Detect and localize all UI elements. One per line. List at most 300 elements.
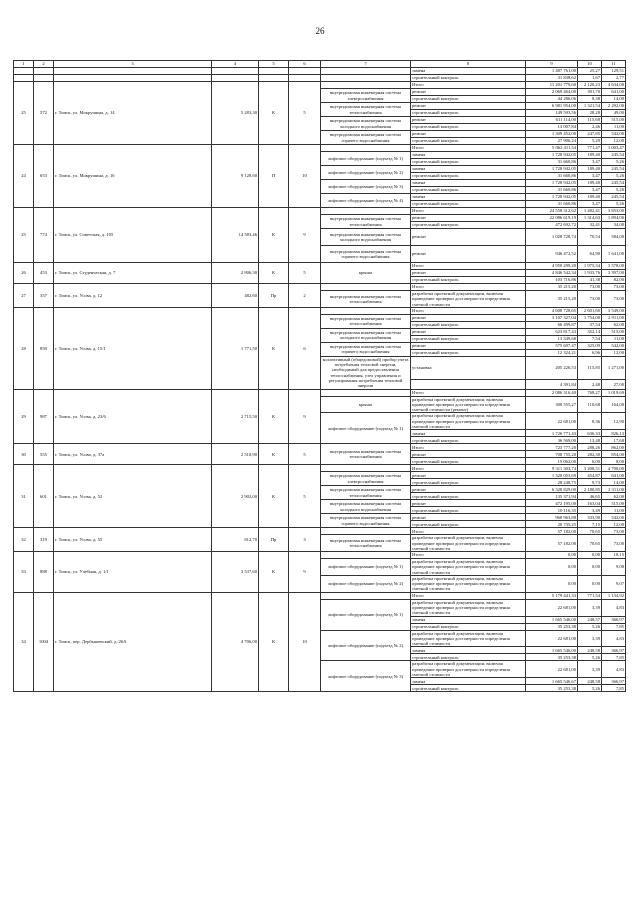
empty-cell xyxy=(54,68,212,75)
cost-per-m2-cell: 2 601,60 xyxy=(578,307,602,314)
work-type-cell: замена xyxy=(411,194,526,201)
cost-per-m2-cell: 3,49 xyxy=(578,507,602,514)
cost-cell: 1 665 546,00 xyxy=(526,616,578,623)
capital-repair-table xyxy=(13,60,626,692)
limit-cell: 1 003,47 xyxy=(602,145,626,152)
address-cell: г. Томск, ул. Учебная, д. 1/1 xyxy=(54,552,212,593)
cost-cell: 5 062 411,54 xyxy=(526,145,578,152)
cost-cell: 1 726 771,43 xyxy=(526,430,578,437)
floors-cell: 5 xyxy=(289,82,321,145)
table-row xyxy=(14,284,626,291)
work-type-cell: ремонт xyxy=(411,229,526,246)
system-cell xyxy=(321,145,411,152)
cost-per-m2-cell: 352,14 xyxy=(578,328,602,335)
limit-cell: 542,00 xyxy=(602,342,626,349)
limit-cell: 4 634,00 xyxy=(602,82,626,89)
work-type-cell: ремонт xyxy=(411,246,526,263)
work-type-cell: установка xyxy=(411,356,526,379)
limit-cell: 9,07 xyxy=(602,575,626,592)
system-cell: крыша xyxy=(321,263,411,284)
work-type-cell: ремонт xyxy=(411,270,526,277)
cost-per-m2-cell: 5,26 xyxy=(578,623,602,630)
area-cell: 14 583,46 xyxy=(212,208,259,263)
area-cell: 812,70 xyxy=(212,528,259,552)
column-number-header: 3 xyxy=(54,61,212,68)
column-number-header: 2 xyxy=(34,61,54,68)
cost-per-m2-cell: 454,87 xyxy=(578,472,602,479)
work-type-cell xyxy=(411,379,526,389)
cost-per-m2-cell: 3,39 xyxy=(578,599,602,616)
row-number-cell: 32 xyxy=(14,528,34,552)
limit-cell: 854,00 xyxy=(602,451,626,458)
system-cell: внутридомовая инженерная система горячего водоснабжения xyxy=(321,342,411,356)
cost-cell: 1 665 546,67 xyxy=(526,678,578,685)
work-type-cell: ремонт xyxy=(411,472,526,479)
limit-cell: 17,68 xyxy=(602,437,626,444)
cost-cell: 11 201 779,60 xyxy=(526,82,578,89)
system-cell: внутридомовая инженерная система горячего водоснабжения xyxy=(321,246,411,263)
cost-cell: 472 195,00 xyxy=(526,500,578,507)
cost-per-m2-cell: 70,65 xyxy=(578,528,602,535)
limit-cell: 1 641,00 xyxy=(602,246,626,263)
area-cell: 482,60 xyxy=(212,284,259,308)
cost-cell: 4 950 299,20 xyxy=(526,263,578,270)
building-id-cell: 653 xyxy=(34,145,54,208)
limit-cell: 18,15 xyxy=(602,552,626,559)
cost-per-m2-cell: 37,54 xyxy=(578,321,602,328)
cost-per-m2-cell: 0,00 xyxy=(578,552,602,559)
limit-cell: 515,00 xyxy=(602,500,626,507)
limit-cell: 3 578,00 xyxy=(602,263,626,270)
cost-cell: 4 846 542,34 xyxy=(526,270,578,277)
empty-cell xyxy=(212,68,259,75)
system-cell: внутридомовая инженерная система электроснабжения xyxy=(321,89,411,103)
cost-per-m2-cell: 3,47 xyxy=(578,159,602,166)
cost-per-m2-cell: 115,85 xyxy=(578,356,602,379)
cost-per-m2-cell: 0,00 xyxy=(578,575,602,592)
cost-cell: 4 391,84 xyxy=(526,379,578,389)
address-cell: г. Томск, ул. Мокрушина, д. 16 xyxy=(54,145,212,208)
work-type-cell: замена xyxy=(411,678,526,685)
limit-cell: 73,00 xyxy=(602,535,626,552)
work-type-cell: замена xyxy=(411,180,526,187)
floors-cell: 9 xyxy=(289,552,321,593)
building-id-cell: 572 xyxy=(34,82,54,145)
building-id-cell: 319 xyxy=(34,528,54,552)
cost-per-m2-cell: 5,26 xyxy=(578,654,602,661)
work-type-cell: Итого xyxy=(411,465,526,472)
work-type-cell: строительный контроль xyxy=(411,493,526,500)
table-row xyxy=(14,208,626,215)
limit-cell: 515,00 xyxy=(602,117,626,124)
class-cell: К xyxy=(259,389,289,444)
row-number-cell: 24 xyxy=(14,145,34,208)
cost-cell: 1 728 942,05 xyxy=(526,180,578,187)
system-cell: коллективный (общедомовой) прибор учета потребления тепловой энергии, необходимый для предоставления теплоснабжения, узел управления и регулирования потребления тепловой энергии xyxy=(321,356,411,389)
row-number-cell: 33 xyxy=(14,552,34,593)
limit-cell: 4 700,00 xyxy=(602,465,626,472)
class-cell: К xyxy=(259,552,289,593)
cost-cell: 22 681,00 xyxy=(526,413,578,430)
class-cell: К xyxy=(259,465,289,528)
limit-cell: 1 894,00 xyxy=(602,215,626,222)
cost-cell: 6 981 954,00 xyxy=(526,103,578,110)
limit-cell: 641,00 xyxy=(602,89,626,96)
cost-cell: 2 069 464,00 xyxy=(526,89,578,96)
limit-cell: 12,00 xyxy=(602,349,626,356)
cost-cell: 575 697,47 xyxy=(526,342,578,349)
system-cell xyxy=(321,552,411,559)
cost-per-m2-cell: 771,54 xyxy=(578,592,602,599)
system-cell: лифтовое оборудование (подъезд № 2) xyxy=(321,166,411,180)
cost-cell: 1 028 728,74 xyxy=(526,229,578,246)
column-number-header: 1 xyxy=(14,61,34,68)
cost-cell: 12 324,21 xyxy=(526,349,578,356)
work-type-cell: Итого xyxy=(411,528,526,535)
class-cell: К xyxy=(259,307,289,389)
row-number-cell: 31 xyxy=(14,465,34,528)
limit-cell: 542,00 xyxy=(602,131,626,138)
work-type-cell: разработка проектной документации, включая проведение проверки достоверности определения сметной стоимости xyxy=(411,661,526,678)
cost-per-m2-cell: 636,33 xyxy=(578,430,602,437)
system-cell xyxy=(321,307,411,314)
limit-cell: 73,00 xyxy=(602,528,626,535)
building-id-cell: 453 xyxy=(34,263,54,284)
cost-cell: 57 182,00 xyxy=(526,528,578,535)
cost-cell: 1 487 761,00 xyxy=(526,68,578,75)
cost-cell: 44 286,06 xyxy=(526,96,578,103)
limit-cell: 5,26 xyxy=(602,159,626,166)
cost-cell: 22 681,00 xyxy=(526,630,578,647)
work-type-cell: ремонт xyxy=(411,500,526,507)
system-cell xyxy=(321,208,411,215)
system-cell: внутридомовая инженерная система горячего водоснабжения xyxy=(321,514,411,528)
cost-per-m2-cell: 110,68 xyxy=(578,396,602,413)
work-type-cell: строительный контроль xyxy=(411,277,526,284)
system-cell: внутридомовая инженерная система теплоснабжения xyxy=(321,215,411,229)
cost-cell: 31 660,86 xyxy=(526,201,578,208)
column-number-header: 11 xyxy=(602,61,626,68)
limit-cell: 62,00 xyxy=(602,493,626,500)
system-cell: внутридомовая инженерная система холодного водоснабжения xyxy=(321,117,411,131)
limit-cell: 27,00 xyxy=(602,379,626,389)
table-row xyxy=(14,307,626,314)
limit-cell: 73,00 xyxy=(602,291,626,308)
system-cell: лифтовое оборудование (подъезд № 1) xyxy=(321,413,411,444)
work-type-cell: Итого xyxy=(411,145,526,152)
cost-cell: 968 963,88 xyxy=(526,514,578,521)
work-type-cell: разработка проектной документации, включая проведение проверки достоверности определения сметной стоимости xyxy=(411,575,526,592)
limit-cell: 3 397,00 xyxy=(602,270,626,277)
empty-cell xyxy=(289,75,321,82)
cost-per-m2-cell: 333,90 xyxy=(578,514,602,521)
cost-cell: 611 114,00 xyxy=(526,117,578,124)
work-type-cell: Итого xyxy=(411,389,526,396)
column-number-header: 5 xyxy=(259,61,289,68)
empty-cell xyxy=(14,68,34,75)
limit-cell: 245,54 xyxy=(602,152,626,159)
limit-cell: 7,85 xyxy=(602,685,626,692)
column-number-header: 9 xyxy=(526,61,578,68)
table-row xyxy=(14,528,626,535)
work-type-cell: строительный контроль xyxy=(411,173,526,180)
cost-per-m2-cell: 70,54 xyxy=(578,229,602,246)
limit-cell: 3 549,00 xyxy=(602,307,626,314)
limit-cell: 7,85 xyxy=(602,623,626,630)
cost-per-m2-cell: 13,48 xyxy=(578,437,602,444)
address-cell: г. Томск, ул. Усова, д. 12 xyxy=(54,284,212,308)
cost-per-m2-cell: 2 120,23 xyxy=(578,82,602,89)
cost-per-m2-cell: 771,47 xyxy=(578,145,602,152)
cost-per-m2-cell: 1 975,34 xyxy=(578,263,602,270)
empty-cell xyxy=(321,68,411,75)
row-number-cell: 26 xyxy=(14,263,34,284)
cost-per-m2-cell: 6,00 xyxy=(578,458,602,465)
limit-cell: 14,00 xyxy=(602,479,626,486)
floors-cell: 2 xyxy=(289,284,321,308)
building-id-cell: 774 xyxy=(34,208,54,263)
cost-per-m2-cell: 2,46 xyxy=(578,124,602,131)
cost-per-m2-cell: 247,85 xyxy=(578,131,602,138)
work-type-cell: строительный контроль xyxy=(411,321,526,328)
work-type-cell: разработка проектной документации, включая проведение проверки достоверности определения сметной стоимости xyxy=(411,630,526,647)
work-type-cell: Итого xyxy=(411,552,526,559)
work-type-cell: замена xyxy=(411,616,526,623)
system-cell: внутридомовая инженерная система холодного водоснабжения xyxy=(321,328,411,342)
system-cell: лифтовое оборудование (подъезд № 1) xyxy=(321,559,411,576)
cost-cell: 22 086 619,19 xyxy=(526,215,578,222)
system-cell: лифтовое оборудование (подъезд № 2) xyxy=(321,575,411,592)
limit-cell: 82,00 xyxy=(602,277,626,284)
work-type-cell: Итого xyxy=(411,307,526,314)
limit-cell: 366,97 xyxy=(602,616,626,623)
address-cell: г. Томск, пер. Дербышевский, д. 26А xyxy=(54,592,212,692)
floors-cell: 9 xyxy=(289,208,321,263)
work-type-cell: ремонт xyxy=(411,89,526,96)
cost-cell: 135 371,94 xyxy=(526,493,578,500)
work-type-cell: строительный контроль xyxy=(411,75,526,82)
work-type-cell: строительный контроль xyxy=(411,201,526,208)
cost-cell: 35 215,20 xyxy=(526,284,578,291)
cost-per-m2-cell: 2 180,85 xyxy=(578,486,602,493)
work-type-cell: Итого xyxy=(411,592,526,599)
table-row xyxy=(14,465,626,472)
cost-cell: 205 226,53 xyxy=(526,356,578,379)
floors-cell: 5 xyxy=(289,465,321,528)
cost-per-m2-cell: 1 754,00 xyxy=(578,314,602,321)
system-cell: внутридомовая инженерная система холодного водоснабжения xyxy=(321,500,411,514)
work-type-cell: замена xyxy=(411,68,526,75)
cost-cell: 300 555,27 xyxy=(526,396,578,413)
work-type-cell: разработка проектной документации, включая проведение проверки достоверности определения сметной стоимости (ремонт) xyxy=(411,396,526,413)
limit-cell: 5,26 xyxy=(602,201,626,208)
cost-cell: 31 660,86 xyxy=(526,173,578,180)
cost-cell: 472 692,72 xyxy=(526,222,578,229)
address-cell: г. Томск, ул. Усова, д. 37а xyxy=(54,444,212,465)
system-cell: внутридомовая инженерная система холодного водоснабжения xyxy=(321,229,411,246)
row-number-cell: 30 xyxy=(14,444,34,465)
system-cell xyxy=(321,284,411,291)
row-number-cell: 29 xyxy=(14,389,34,444)
work-type-cell: строительный контроль xyxy=(411,458,526,465)
system-cell xyxy=(321,465,411,472)
table-row xyxy=(14,389,626,396)
limit-cell: 826,13 xyxy=(602,430,626,437)
cost-cell: 1 728 942,05 xyxy=(526,166,578,173)
column-number-header: 8 xyxy=(411,61,526,68)
work-type-cell: ремонт xyxy=(411,215,526,222)
cost-cell: 36 569,00 xyxy=(526,437,578,444)
system-cell: лифтовое оборудование (подъезд № 2) xyxy=(321,630,411,661)
floors-cell: 5 xyxy=(289,263,321,284)
work-type-cell: строительный контроль xyxy=(411,335,526,342)
limit-cell: 11,00 xyxy=(602,507,626,514)
cost-per-m2-cell: 325,09 xyxy=(578,342,602,349)
limit-cell: 862,00 xyxy=(602,444,626,451)
building-id-cell: 555 xyxy=(34,444,54,465)
cost-cell: 3 107 327,04 xyxy=(526,314,578,321)
work-type-cell: строительный контроль xyxy=(411,507,526,514)
cost-cell: 27 906,24 xyxy=(526,138,578,145)
cost-per-m2-cell: 248,58 xyxy=(578,647,602,654)
area-cell: 5 283,30 xyxy=(212,82,259,145)
cost-per-m2-cell: 115,68 xyxy=(578,117,602,124)
area-cell: 2 902,00 xyxy=(212,465,259,528)
cost-cell: 5 179 441,33 xyxy=(526,592,578,599)
work-type-cell: строительный контроль xyxy=(411,521,526,528)
work-type-cell: строительный контроль xyxy=(411,623,526,630)
building-id-cell: 888 xyxy=(34,552,54,593)
empty-cell xyxy=(259,68,289,75)
cost-per-m2-cell: 46,65 xyxy=(578,493,602,500)
area-cell: 1 771,50 xyxy=(212,307,259,389)
cost-cell: 946 472,52 xyxy=(526,246,578,263)
class-cell: Пр xyxy=(259,284,289,308)
cost-cell: 1 728 942,05 xyxy=(526,152,578,159)
limit-cell: 366,97 xyxy=(602,678,626,685)
work-type-cell: замена xyxy=(411,647,526,654)
cost-per-m2-cell: 1 933,76 xyxy=(578,270,602,277)
limit-cell: 245,54 xyxy=(602,194,626,201)
work-type-cell: Итого xyxy=(411,444,526,451)
work-type-cell: ремонт xyxy=(411,314,526,321)
limit-cell: 49,00 xyxy=(602,110,626,117)
cost-cell: 149 593,56 xyxy=(526,110,578,117)
work-type-cell: разработка проектной документации, включая проведение проверки достоверности определения сметной стоимости xyxy=(411,291,526,308)
limit-cell: 542,00 xyxy=(602,514,626,521)
work-type-cell: строительный контроль xyxy=(411,138,526,145)
cost-per-m2-cell: 8,38 xyxy=(578,96,602,103)
row-number-cell: 25 xyxy=(14,208,34,263)
empty-cell xyxy=(259,75,289,82)
cost-per-m2-cell: 3,47 xyxy=(578,187,602,194)
limit-cell: 245,54 xyxy=(602,166,626,173)
cost-cell: 35 253,38 xyxy=(526,623,578,630)
cost-cell: 9 311 303,74 xyxy=(526,465,578,472)
cost-per-m2-cell: 248,57 xyxy=(578,616,602,623)
work-type-cell: ремонт xyxy=(411,342,526,349)
cost-cell: 1 320 053,69 xyxy=(526,472,578,479)
cost-cell: 31 838,62 xyxy=(526,75,578,82)
work-type-cell: ремонт xyxy=(411,451,526,458)
cost-cell: 31 660,86 xyxy=(526,187,578,194)
limit-cell: 3 853,00 xyxy=(602,208,626,215)
work-type-cell: строительный контроль xyxy=(411,437,526,444)
cost-per-m2-cell: 6,96 xyxy=(578,349,602,356)
cost-cell: 13 349,68 xyxy=(526,335,578,342)
limit-cell: 73,00 xyxy=(602,284,626,291)
area-cell: 4 706,00 xyxy=(212,592,259,692)
work-type-cell: ремонт xyxy=(411,486,526,493)
cost-cell: 103 716,86 xyxy=(526,277,578,284)
table-row xyxy=(14,592,626,599)
limit-cell: 641,00 xyxy=(602,472,626,479)
system-cell: крыша xyxy=(321,396,411,413)
cost-per-m2-cell: 73,00 xyxy=(578,291,602,308)
class-cell: К xyxy=(259,592,289,692)
work-type-cell: Итого xyxy=(411,82,526,89)
cost-per-m2-cell: 3 208,51 xyxy=(578,465,602,472)
class-cell: П xyxy=(259,145,289,208)
limit-cell: 1 134,92 xyxy=(602,592,626,599)
header-row xyxy=(14,61,626,68)
work-type-cell: строительный контроль xyxy=(411,159,526,166)
floors-cell: 10 xyxy=(289,145,321,208)
cost-cell: 0,00 xyxy=(526,552,578,559)
cost-cell: 4 608 728,65 xyxy=(526,307,578,314)
work-type-cell: разработка проектной документации, включая проведение проверки достоверности определения сметной стоимости xyxy=(411,559,526,576)
cost-cell: 20 735,25 xyxy=(526,521,578,528)
cost-per-m2-cell: 248,58 xyxy=(578,678,602,685)
table-row xyxy=(14,145,626,152)
limit-cell: 14,00 xyxy=(602,96,626,103)
address-cell: г. Томск, ул. Мокрушина, д. 14 xyxy=(54,82,212,145)
cost-per-m2-cell: 70,65 xyxy=(578,535,602,552)
limit-cell: 34,00 xyxy=(602,222,626,229)
work-type-cell: строительный контроль xyxy=(411,187,526,194)
empty-cell xyxy=(34,75,54,82)
cost-per-m2-cell: 25,27 xyxy=(578,68,602,75)
work-type-cell: Итого xyxy=(411,284,526,291)
floors-cell: 5 xyxy=(289,444,321,465)
row-number-cell: 25 xyxy=(14,82,34,145)
cost-cell: 1 728 942,05 xyxy=(526,194,578,201)
class-cell: К xyxy=(259,82,289,145)
limit-cell: 62,00 xyxy=(602,321,626,328)
cost-per-m2-cell: 28,28 xyxy=(578,110,602,117)
page-number: 26 xyxy=(315,26,325,36)
address-cell: г. Томск, ул. Усова, д. 15/1 xyxy=(54,307,212,389)
area-cell: 2 510,90 xyxy=(212,444,259,465)
table-row xyxy=(14,552,626,559)
cost-cell: 57 182,00 xyxy=(526,535,578,552)
cost-per-m2-cell: 288,26 xyxy=(578,444,602,451)
system-cell xyxy=(321,592,411,599)
address-cell: г. Томск, ул. Советская, д. 105 xyxy=(54,208,212,263)
work-type-cell: строительный контроль xyxy=(411,110,526,117)
cost-cell: 22 681,00 xyxy=(526,661,578,678)
limit-cell: 5,26 xyxy=(602,173,626,180)
limit-cell: 2 311,00 xyxy=(602,486,626,493)
address-cell: г. Томск, ул. Усова, д. 23/6 xyxy=(54,389,212,444)
cost-per-m2-cell: 1,67 xyxy=(578,75,602,82)
system-cell: внутридомовая инженерная система теплоснабжения xyxy=(321,103,411,117)
empty-cell xyxy=(289,68,321,75)
system-cell: внутридомовая инженерная система теплоснабжения xyxy=(321,535,411,552)
work-type-cell: ремонт xyxy=(411,103,526,110)
class-cell: К xyxy=(259,444,289,465)
cost-per-m2-cell: 1 314,63 xyxy=(578,215,602,222)
